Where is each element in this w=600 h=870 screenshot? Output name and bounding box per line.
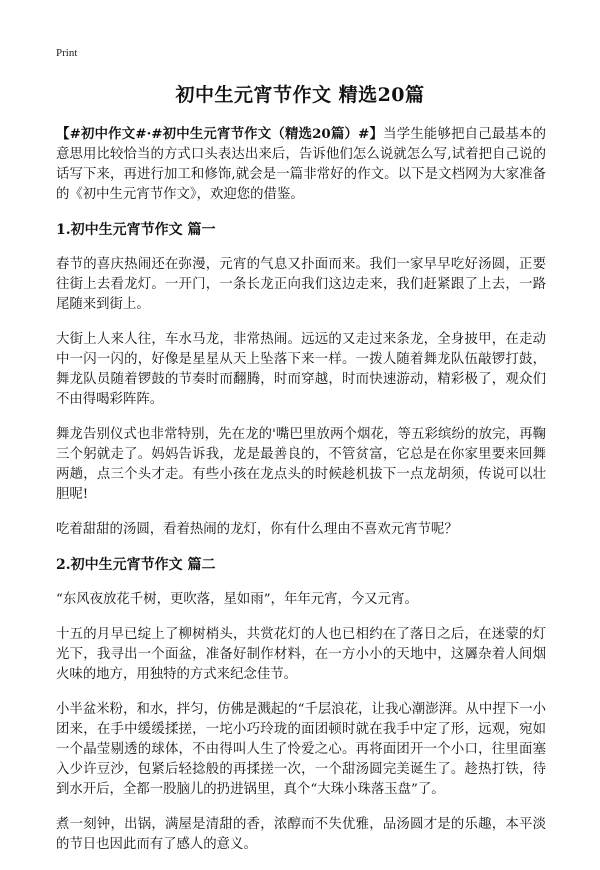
- body-paragraph: 十五的月早已绽上了柳树梢头，共赏花灯的人也已相约在了落日之后，在迷蒙的灯光下，我寻出一个面盆，准备好制作材料，在一方小小的天地中，这羼杂着人间烟火味的地方，用独特的方式来纪念佳节。: [56, 627, 546, 682]
- body-paragraph: 大街上人来人往，车水马龙，非常热闹。远远的又走过来条龙，全身披甲，在走动中一闪一闪的，好像是星星从天上坠落下来一样。一拨人随着舞龙队伍敲锣打鼓，舞龙队员随着锣鼓的节奏时而翻腾，时而穿越，时而快速游动，精彩极了，观众们不由得喝彩阵阵。: [56, 332, 546, 407]
- document-body: [56, 124, 546, 870]
- intro-text: 当学生能够把自己最基本的意思用比较恰当的方式口头表达出来后，告诉他们怎么说就怎么写,试着把自己说的话写下来，再进行加工和修饰,就会是一篇非常好的作文。以下是文档网为大家准备的《初中生元宵节作文》，欢迎您的借鉴。: [56, 127, 546, 202]
- print-label: Print: [56, 47, 78, 59]
- intro-paragraph: [56, 124, 546, 205]
- body-paragraph: 舞龙告别仪式也非常特别，先在龙的'嘴巴里放两个烟花，等五彩缤纷的放完，再鞠三个躬就走了。妈妈告诉我，龙是最善良的，不管贫富，它总是在你家里要来回舞两趟，点三个头才走。有些小孩在龙点头的时候趁机拔下一点龙胡须，传说可以壮胆呢!: [56, 427, 546, 502]
- page-title: 初中生元宵节作文 精选20篇: [175, 84, 425, 106]
- intro-tag: 【#初中作文#·#初中生元宵节作文（精选20篇）#】: [56, 126, 384, 142]
- section-heading: 1.初中生元宵节作文 篇一: [56, 222, 216, 238]
- body-paragraph: “东风夜放花千树，更吹落，星如雨”，年年元宵，今又元宵。: [56, 592, 418, 607]
- body-paragraph: 吃着甜甜的汤圆，看着热闹的龙灯，你有什么理由不喜欢元宵节呢？: [56, 522, 458, 537]
- section-heading: 2.初中生元宵节作文 篇二: [56, 557, 216, 573]
- body-paragraph: 煮一刻钟，出锅，满屋是清甜的香，浓醇而不失优雅，品汤圆才是的乐趣，本平淡的节日也因此而有了感人的意义。: [56, 817, 546, 852]
- body-paragraph: 小半盆米粉，和水，拌匀，仿佛是溅起的“千层浪花，让我心潮澎湃。从中捏下一小团来，在手中缓缓揉搓，一坨小巧玲珑的面团顿时就在我手中定了形，远观，宛如一个晶莹剔透的球体，不由得叫人生了怜爱之心。再将面团开一个小口，往里面塞入少许豆沙，包紧后轻捻般的再揉搓一次，一个甜汤圆完美诞生了。趁热打铁，待到水开后，全都一股脑儿的扔进锅里，真个“大珠小珠落玉盘”了。: [56, 702, 546, 797]
- body-paragraph: 春节的喜庆热闹还在弥漫，元宵的气息又扑面而来。我们一家早早吃好汤圆，正要往街上去看龙灯。一开门，一条长龙正向我们这边走来，我们赶紧跟了上去，一路尾随来到街上。: [56, 257, 546, 312]
